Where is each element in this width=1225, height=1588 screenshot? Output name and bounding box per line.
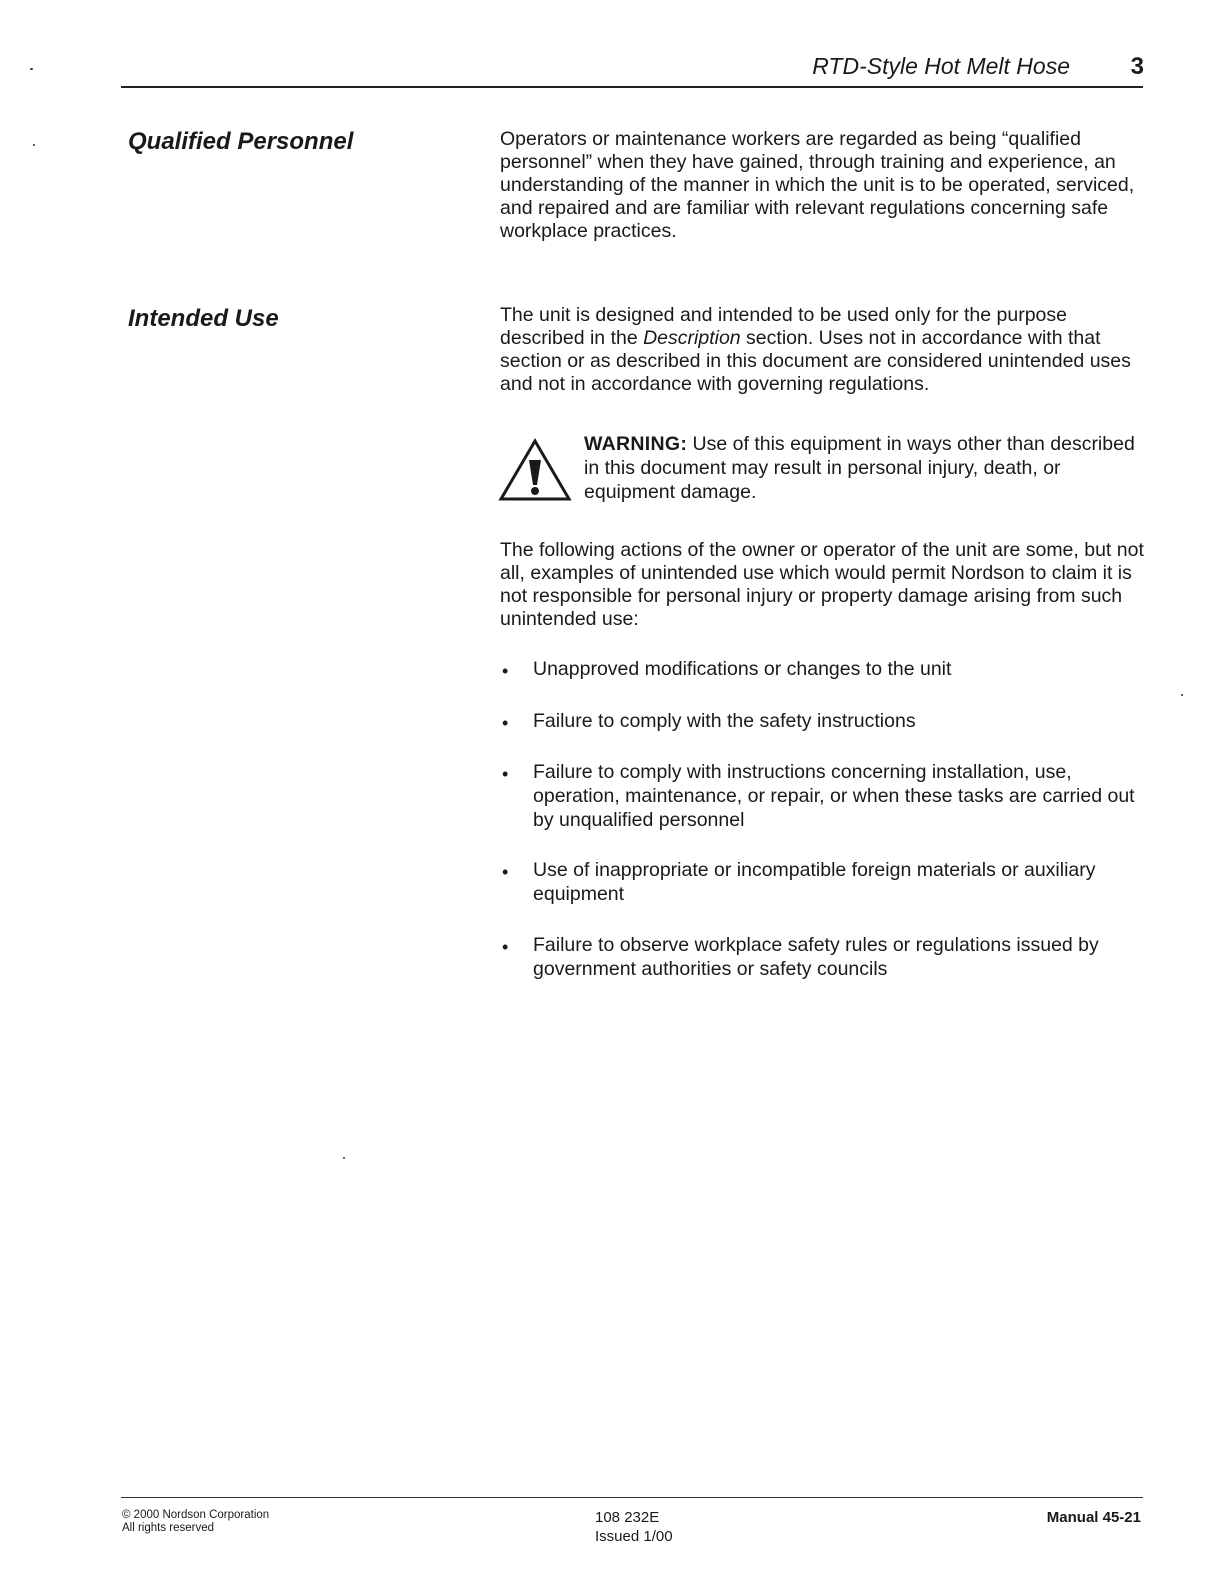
qualified-personnel-paragraph	[500, 128, 1150, 243]
list-item-text: Use of inappropriate or incompatible foreign materials or auxiliary equipment	[533, 859, 1096, 905]
copyright-text: © 2000 Nordson Corporation	[122, 1509, 270, 1521]
bullet-icon: •	[502, 713, 509, 733]
intended-use-text-part1: The unit is designed and intended to be used only for the purpose described in the	[500, 304, 1067, 349]
issue-date: Issued 1/00	[595, 1528, 673, 1545]
list-item	[500, 933, 1150, 981]
page-number: 3	[1130, 53, 1144, 80]
warning-message	[584, 432, 1144, 504]
warning-body: Use of this equipment in ways other than described in this document may result in personal injury, death, or equipment damage.	[584, 433, 1135, 503]
list-item-text: Failure to comply with instructions concerning installation, use, operation, maintenance, or repair, or when these tasks are carried out by unqualified personnel	[533, 761, 1135, 831]
warning-label: WARNING:	[584, 433, 688, 455]
description-reference: Description	[643, 327, 741, 349]
intended-use-text-part2: section. Uses not in accordance with that section or as described in this document are considered unintended uses and not in accordance with governing regulations.	[500, 327, 1131, 395]
qualified-personnel-heading: Qualified Personnel	[128, 128, 354, 155]
intended-use-paragraph	[500, 304, 1150, 396]
footer-copyright	[122, 1509, 269, 1535]
list-item	[500, 709, 1150, 733]
bullet-icon: •	[502, 937, 509, 957]
footer-divider	[121, 1497, 1143, 1498]
rights-text: All rights reserved	[122, 1522, 215, 1534]
scan-speck	[343, 1157, 345, 1159]
list-item-text: Unapproved modifications or changes to the unit	[533, 658, 952, 680]
list-item	[500, 657, 1150, 681]
header-divider	[121, 86, 1143, 88]
scan-speck	[30, 68, 33, 70]
bullet-icon: •	[502, 764, 509, 784]
bullet-icon: •	[502, 661, 509, 681]
bullet-icon: •	[502, 862, 509, 882]
manual-number: Manual 45-21	[1046, 1509, 1141, 1526]
header-title: RTD-Style Hot Melt Hose	[812, 53, 1070, 79]
warning-triangle-icon	[498, 438, 572, 502]
list-item-text: Failure to observe workplace safety rules or regulations issued by government authorities or safety councils	[533, 934, 1099, 980]
scan-speck	[33, 144, 35, 146]
qualified-personnel-text: Operators or maintenance workers are regarded as being “qualified personnel” when they have gained, through training and experience, an understanding of the manner in which the unit is to be operated, serviced, and repaired and are familiar with relevant regulations concerning safe workplace practices.	[500, 128, 1135, 242]
unintended-use-intro-text: The following actions of the owner or operator of the unit are some, but not all, examples of unintended use which would permit Nordson to claim it is not responsible for personal injury or property damage arising from such unintended use:	[500, 539, 1144, 630]
list-item-text: Failure to comply with the safety instructions	[533, 710, 916, 732]
unintended-use-intro	[500, 539, 1150, 631]
list-item	[500, 760, 1150, 832]
list-item	[500, 858, 1150, 906]
scan-speck	[1181, 694, 1183, 696]
part-number: 108 232E	[595, 1509, 660, 1526]
footer-part-info	[595, 1508, 673, 1546]
intended-use-heading: Intended Use	[128, 305, 279, 332]
